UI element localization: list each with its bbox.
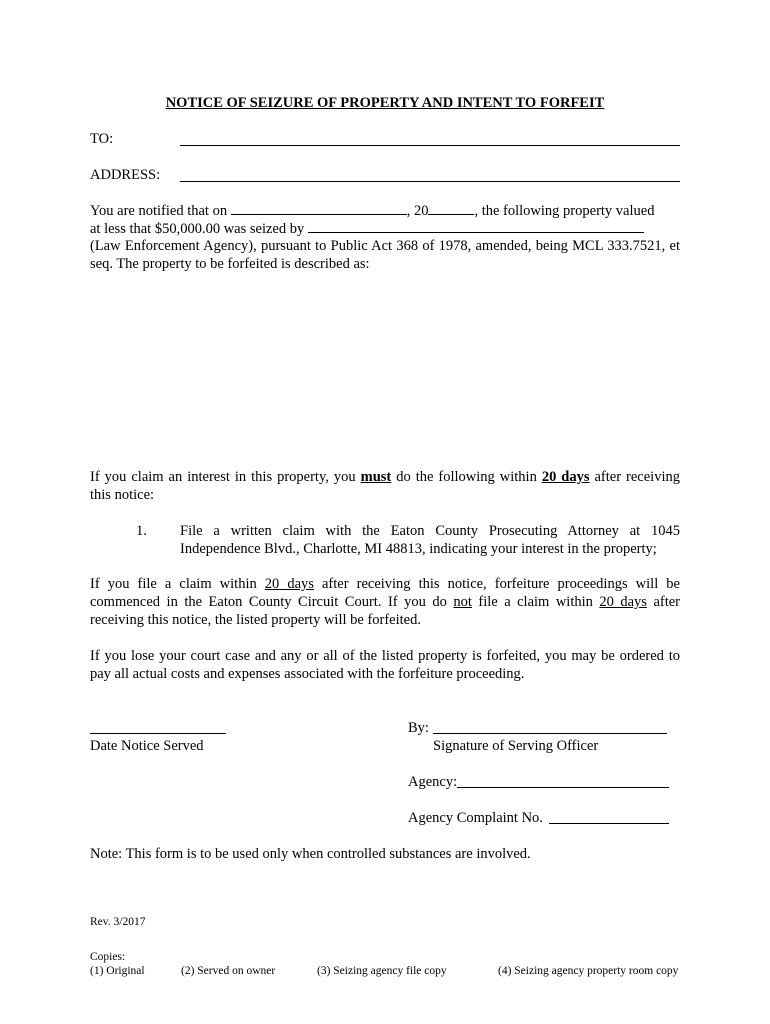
- revision-label: Rev. 3/2017: [90, 916, 146, 928]
- to-label: TO:: [90, 131, 114, 147]
- days-emphasis: 20 days: [541, 469, 590, 485]
- seizure-notice-line-1: [90, 201, 680, 220]
- address-label: ADDRESS:: [90, 167, 161, 183]
- costs-paragraph: If you lose your court case and any or all of the listed property is forfeited, you may be ordered to pay all actual costs and expenses associated with the forfeiture proceeding.: [90, 648, 680, 682]
- copies-label: Copies:: [90, 951, 126, 963]
- copy-item-original: (1) Original: [90, 965, 145, 977]
- seizure-notice-line-2: [90, 219, 680, 238]
- address-field[interactable]: [180, 181, 680, 182]
- item-number: 1.: [136, 523, 147, 539]
- usage-note: Note: This form is to be used only when controlled substances are involved.: [90, 846, 531, 862]
- officer-signature-label: Signature of Serving Officer: [433, 738, 599, 754]
- by-label: By:: [408, 720, 429, 736]
- copy-item-property-room: (4) Seizing agency property room copy: [498, 965, 679, 977]
- must-emphasis: must: [360, 469, 392, 485]
- notice-text-a: You are notified that on: [90, 203, 228, 219]
- seized-by-field[interactable]: [308, 219, 644, 233]
- agency-field[interactable]: [457, 787, 669, 788]
- notice-text-b: , 20: [406, 203, 429, 219]
- form-title: NOTICE OF SEIZURE OF PROPERTY AND INTENT TO FORFEIT: [165, 95, 605, 111]
- copy-item-file: (3) Seizing agency file copy: [317, 965, 447, 977]
- claim-instruction: If you claim an interest in this property, you must do the following within 20 days after receiving this notice:: [90, 469, 680, 503]
- officer-signature-field[interactable]: [433, 733, 667, 734]
- complaint-label: Agency Complaint No.: [408, 810, 543, 826]
- to-field[interactable]: [180, 145, 680, 146]
- date-served-field[interactable]: [90, 733, 226, 734]
- date-served-label: Date Notice Served: [90, 738, 204, 754]
- seizure-date-field[interactable]: [231, 201, 407, 215]
- complaint-number-field[interactable]: [549, 823, 669, 824]
- claim-consequence: If you file a claim within 20 days after receiving this notice, forfeiture proceedings will be commenced in the Eaton County Circuit Court. If you do not file a claim within 20 days after receiving this notice, the listed property will be forfeited.: [90, 576, 681, 628]
- item-text: File a written claim with the Eaton County Prosecuting Attorney at 1045 Independence Blvd., Charlotte, MI 48813, indicating your interest in the property;: [180, 523, 680, 557]
- copy-item-owner: (2) Served on owner: [181, 965, 276, 977]
- agency-label: Agency:: [408, 774, 458, 790]
- notice-text-c: , the following property valued: [474, 203, 655, 219]
- seizure-notice-line-3: (Law Enforcement Agency), pursuant to Public Act 368 of 1978, amended, being MCL 333.7521, et seq. The property to be forfeited is described as:: [90, 238, 680, 272]
- seizure-year-field[interactable]: [428, 201, 474, 215]
- notice-text-d: at less that $50,000.00 was seized by: [90, 221, 305, 237]
